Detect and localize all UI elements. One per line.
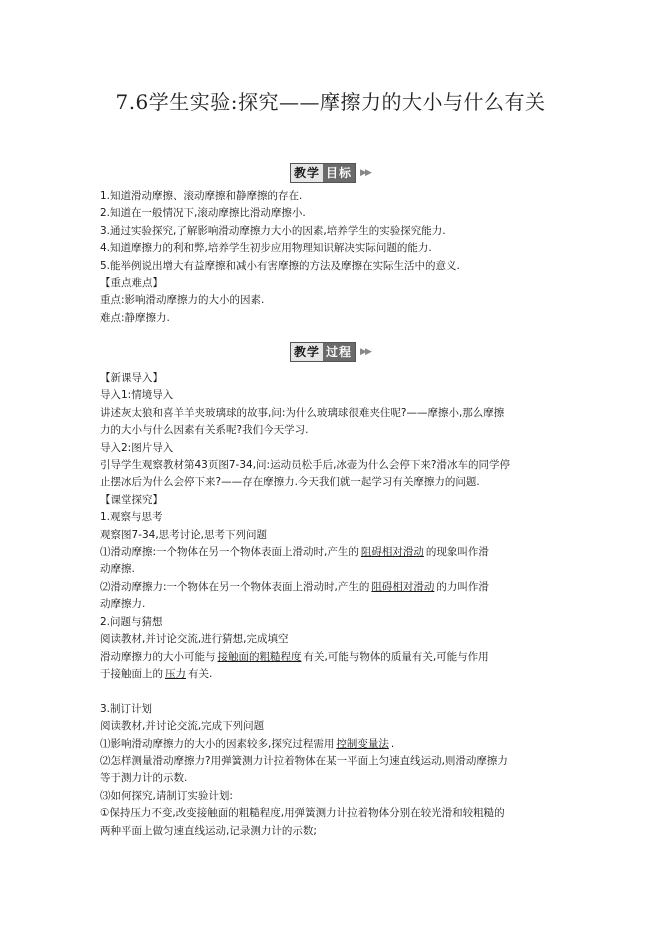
double-arrow-icon: ▶▶	[360, 347, 370, 357]
question-line	[100, 736, 570, 753]
difficulty: 难点:静摩擦力.	[100, 311, 170, 324]
badge-text: 过程	[323, 343, 355, 361]
paragraph-line: 引导学生观察教材第43页图7-34,问:运动员松手后,冰壶为什么会停下来?滑冰车的同学停	[100, 459, 510, 472]
badge-text: 目标	[323, 164, 355, 182]
question-line	[100, 666, 570, 683]
key-point: 重点:影响滑动摩擦力的大小的因素.	[100, 294, 265, 307]
objectives-badge	[290, 163, 356, 183]
objective-item: 5.能举例说出增大有益摩擦和减小有害摩擦的方法及摩擦在实际生活中的意义.	[100, 259, 460, 272]
question-line: ⑶如何探究,请制订实验计划:	[100, 789, 233, 802]
objective-item: 1.知道滑动摩擦、滚动摩擦和静摩擦的存在.	[100, 190, 303, 202]
question-line: 动摩擦.	[100, 563, 135, 576]
objective-item: 4.知道摩擦力的利和弊,培养学生初步应用物理知识解决实际问题的能力.	[100, 242, 432, 255]
answer-blank: 阻碍相对滑动	[360, 546, 424, 559]
question-line: ⑵怎样测量滑动摩擦力?用弹簧测力计拉着物体在某一平面上匀速直线运动,则滑动摩擦力	[100, 754, 508, 767]
paragraph-line: 阅读教材,并讨论交流,完成下列问题	[100, 720, 265, 733]
text: 有关.	[188, 667, 213, 680]
question-line	[100, 649, 570, 666]
question-line	[100, 579, 570, 596]
answer-blank: 阻碍相对滑动	[371, 580, 435, 593]
objectives-section	[100, 188, 570, 327]
double-arrow-icon: ▶▶	[360, 168, 370, 178]
answer-blank: 压力	[165, 667, 186, 680]
subheading: 3.制订计划	[100, 702, 153, 715]
text: 滑动摩擦力的大小可能与	[100, 650, 216, 663]
question-line: 等于测力计的示数.	[100, 772, 188, 785]
subheading: 导入1:情境导入	[100, 389, 174, 402]
question-line: 两种平面上做匀速直线运动,记录测力计的示数;	[100, 824, 317, 837]
objectives-banner	[0, 163, 661, 185]
question-line	[100, 544, 570, 561]
section-heading: 【新课导入】	[100, 372, 163, 384]
text: 的现象叫作滑	[425, 546, 489, 559]
section-heading: 【重点难点】	[100, 277, 163, 290]
subheading: 2.问题与猜想	[100, 615, 163, 628]
text: ⑵滑动摩擦力:一个物体在另一个物体表面上滑动时,产生的	[100, 580, 370, 593]
paragraph-line: 讲述灰太狼和喜羊羊夹玻璃球的故事,问:为什么玻璃球很难夹住呢?——摩擦小,那么摩擦	[100, 406, 505, 419]
text: ⑴影响滑动摩擦力的大小的因素较多,探究过程需用	[100, 737, 335, 750]
text: ⑴滑动摩擦:一个物体在另一个物体表面上滑动时,产生的	[100, 546, 359, 559]
page-title: 7.6学生实验:探究——摩擦力的大小与什么有关	[115, 90, 546, 114]
process-banner	[0, 342, 661, 364]
subheading: 1.观察与思考	[100, 511, 163, 524]
text: 的力叫作滑	[436, 580, 489, 593]
paragraph-line: 止摆冰后为什么会停下来?——存在摩擦力.今天我们就一起学习有关摩擦力的问题.	[100, 476, 480, 489]
objective-item: 2.知道在一般情况下,滚动摩擦比滑动摩擦小.	[100, 207, 306, 220]
question-line: ①保持压力不变,改变接触面的粗糙程度,用弹簧测力计拉着物体分别在较光滑和较粗糙的	[100, 807, 505, 820]
objective-item: 3.通过实验探究,了解影响滑动摩擦力大小的因素,培养学生的实验探究能力.	[100, 224, 446, 237]
paragraph-line: 阅读教材,并讨论交流,进行猜想,完成填空	[100, 633, 289, 646]
process-badge	[290, 342, 356, 362]
question-line: 动摩擦力.	[100, 598, 146, 611]
subheading: 导入2:图片导入	[100, 441, 174, 454]
text: 于接触面上的	[100, 667, 163, 680]
answer-blank: 接触面的粗糙程度	[217, 650, 302, 663]
answer-blank: 控制变量法	[336, 737, 389, 750]
badge-text: 教学	[291, 343, 323, 361]
text: .	[390, 737, 395, 750]
badge-text: 教学	[291, 164, 323, 182]
spacer	[100, 683, 570, 700]
section-heading: 【课堂探究】	[100, 493, 163, 506]
paragraph-line: 观察图7-34,思考讨论,思考下列问题	[100, 528, 268, 541]
paragraph-line: 力的大小与什么因素有关系呢?我们今天学习.	[100, 424, 309, 437]
text: 有关,可能与物体的质量有关,可能与作用	[303, 650, 489, 663]
process-section	[100, 370, 570, 840]
